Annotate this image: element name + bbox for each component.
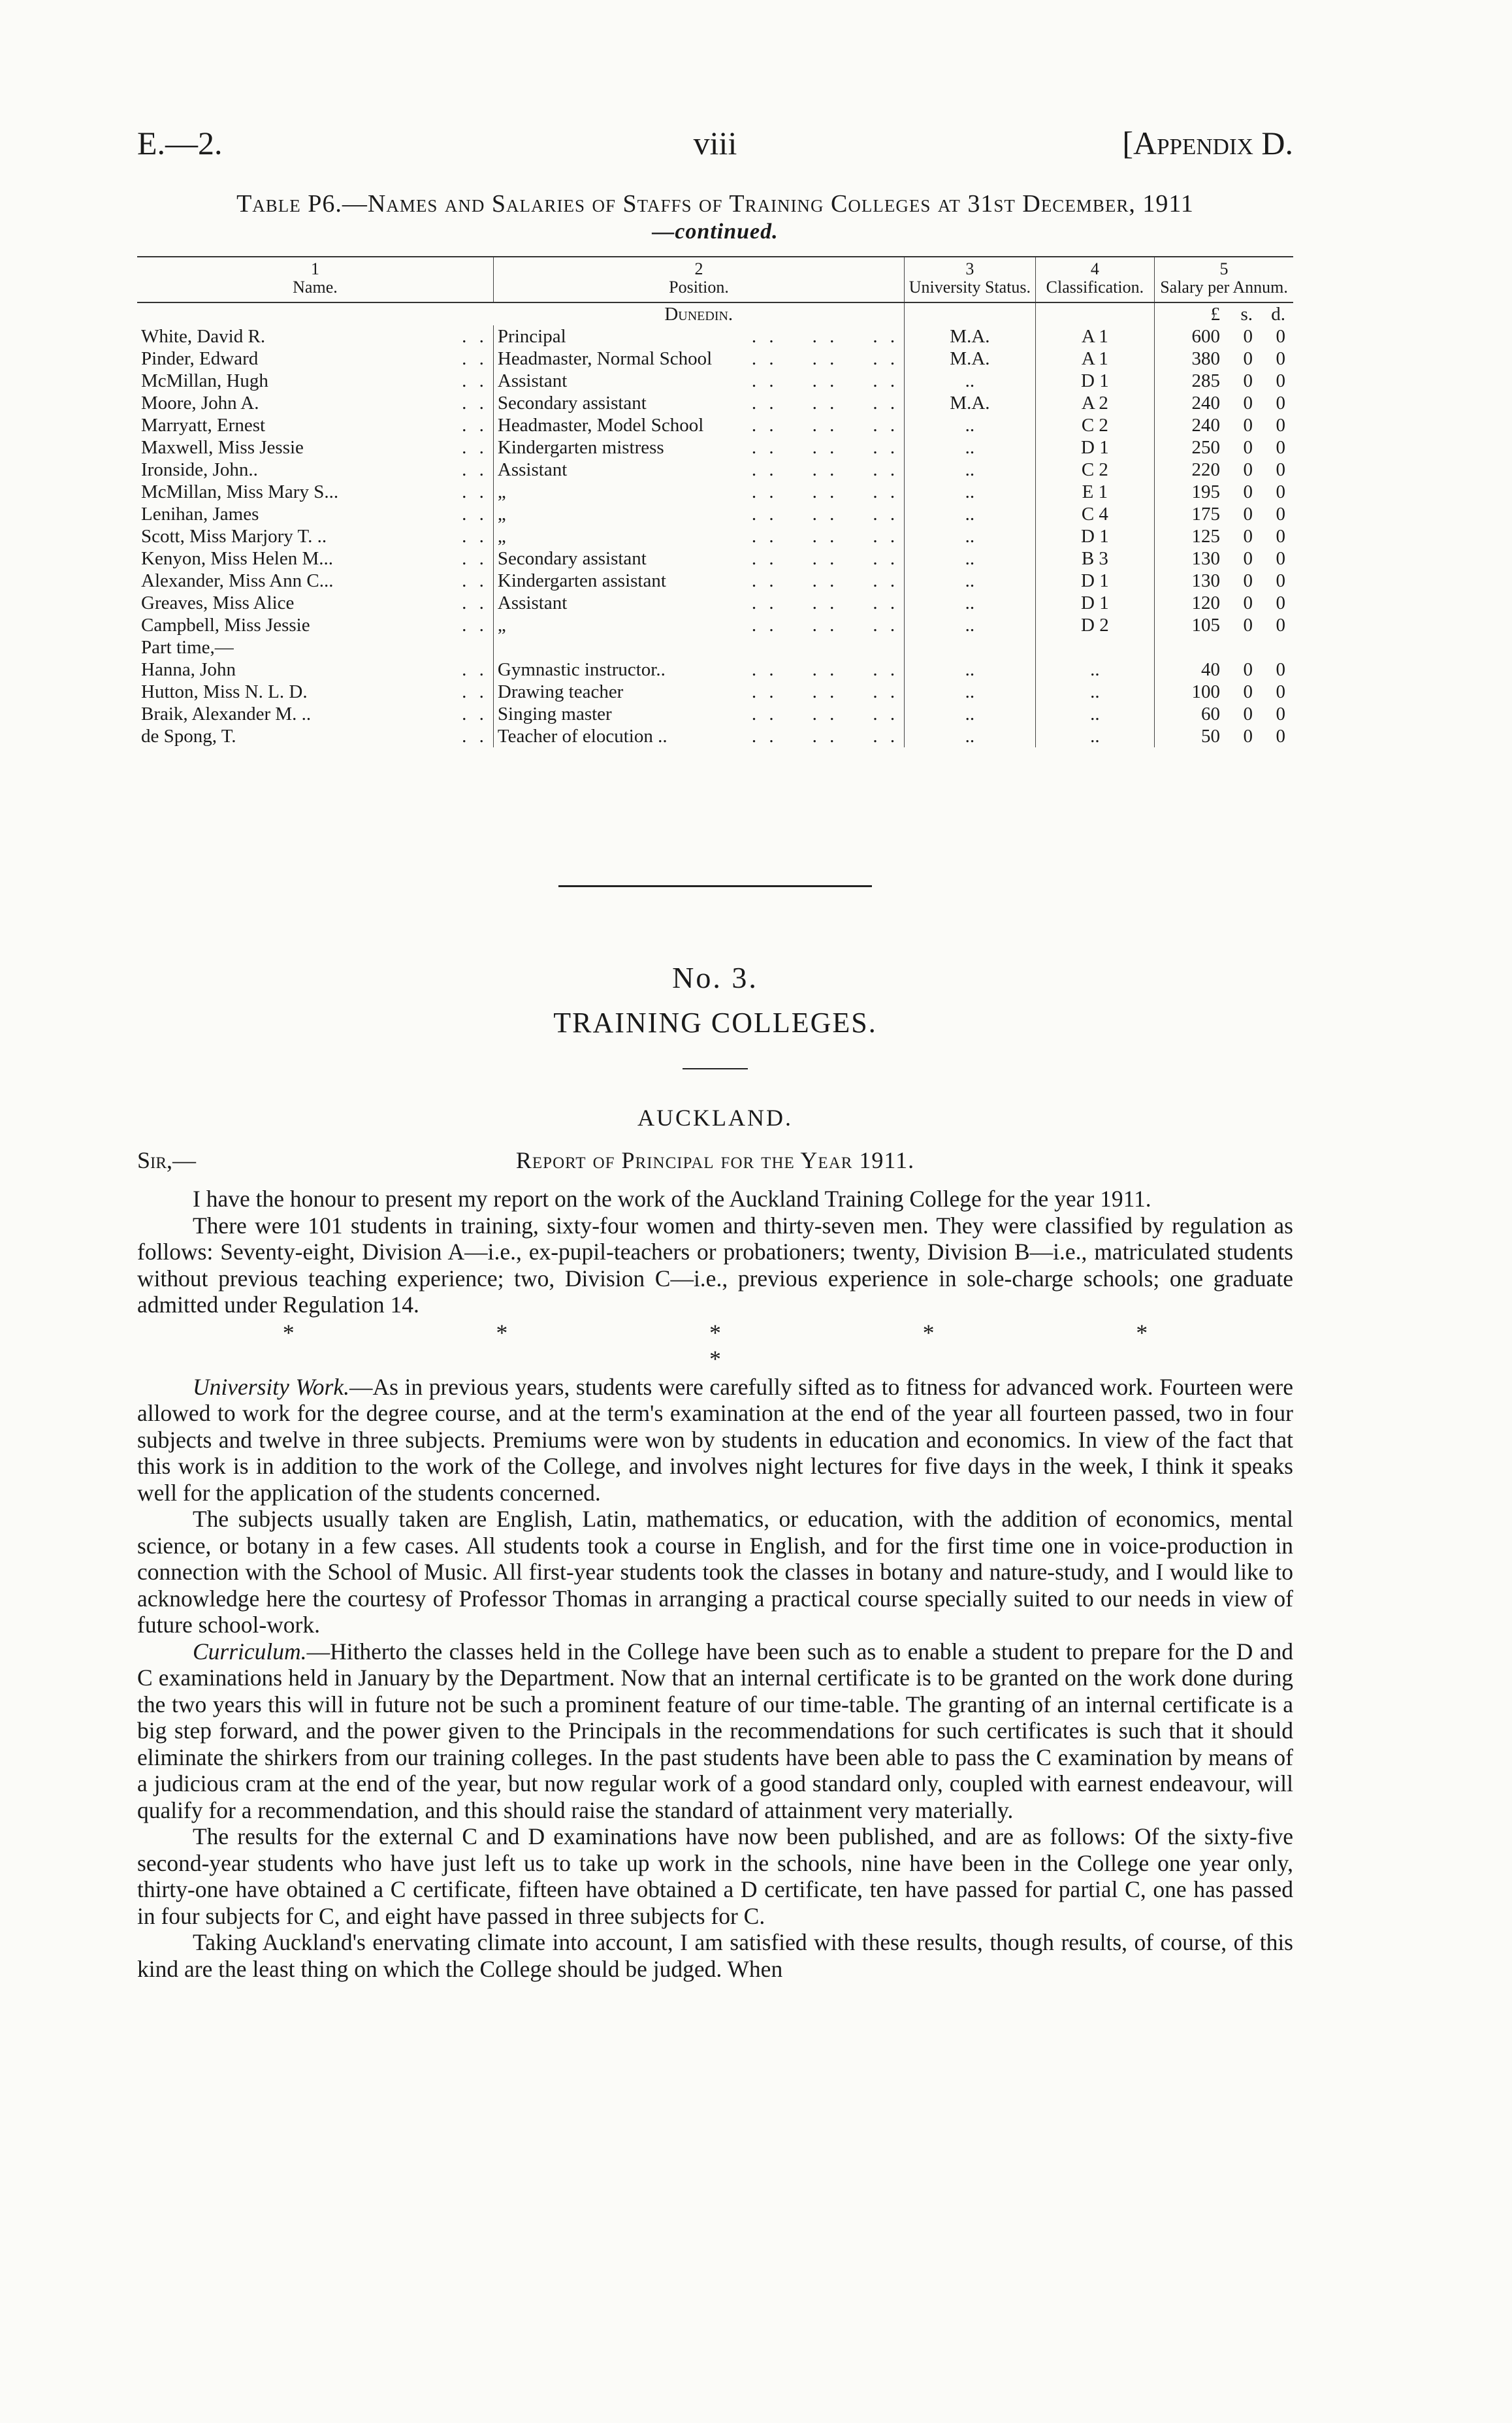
staff-classification: A 1 bbox=[1035, 325, 1154, 348]
staff-name: Marryatt, Ernest . . bbox=[141, 415, 488, 436]
staff-status: M.A. bbox=[905, 325, 1036, 348]
staff-name: Hanna, John . . bbox=[141, 659, 488, 680]
staff-position: Headmaster, Model School . . . . . . bbox=[493, 414, 904, 436]
table-row bbox=[137, 659, 1293, 681]
table-row bbox=[137, 592, 1293, 614]
staff-name: Ironside, John.. . . bbox=[141, 459, 488, 480]
staff-status: .. bbox=[905, 547, 1036, 570]
staff-status: .. bbox=[905, 570, 1036, 592]
staff-classification: D 1 bbox=[1035, 370, 1154, 392]
section-number: No. 3. bbox=[672, 961, 758, 994]
staff-position: „ . . . . . . bbox=[493, 614, 904, 636]
table-title-main: Table P6.—Names and Salaries of Staffs of Training Colleges at 31st December, 1911 bbox=[236, 190, 1194, 218]
staff-status: .. bbox=[905, 459, 1036, 481]
table-row bbox=[137, 325, 1293, 348]
col-header-status: 3 University Status. bbox=[905, 257, 1036, 302]
staff-status: .. bbox=[905, 703, 1036, 725]
staff-salary: 125 0 0 bbox=[1155, 525, 1293, 547]
curriculum-lead: Curriculum. bbox=[193, 1638, 307, 1665]
paragraph-university: University Work.—As in previous years, students were carefully sifted as to fitness for advanced work. Fourteen were allowed to work for the degree course, and at the term's examination at the end of the year all fourteen passed, two in four subjects and twelve in three subjects. Premiums were won by students in education and economics. In view of the fact that this work is in addition to the work of the College, and involves night lectures for five days in the week, I think it speaks well for the application of the students concerned. bbox=[137, 1373, 1294, 1506]
staff-salary: 105 0 0 bbox=[1155, 614, 1293, 636]
staff-classification: A 2 bbox=[1035, 392, 1154, 414]
staff-name: Lenihan, James . . bbox=[141, 504, 488, 525]
staff-salary: 240 0 0 bbox=[1155, 392, 1293, 414]
table-row bbox=[137, 547, 1293, 570]
table-row bbox=[137, 725, 1293, 747]
staff-classification: C 2 bbox=[1035, 414, 1154, 436]
staff-position: Headmaster, Normal School . . . . . . bbox=[493, 348, 904, 370]
staff-classification: D 1 bbox=[1035, 592, 1154, 614]
staff-table-body bbox=[137, 302, 1293, 747]
table-row bbox=[137, 703, 1293, 725]
currency-row: £ s. d. bbox=[1155, 302, 1293, 325]
staff-status: .. bbox=[905, 414, 1036, 436]
staff-salary: 600 0 0 bbox=[1155, 325, 1293, 348]
staff-classification: .. bbox=[1035, 725, 1154, 747]
staff-status: M.A. bbox=[905, 392, 1036, 414]
staff-status: .. bbox=[905, 681, 1036, 703]
staff-name: Kenyon, Miss Helen M... . . bbox=[141, 548, 488, 569]
staff-table bbox=[137, 256, 1293, 747]
staff-classification: .. bbox=[1035, 703, 1154, 725]
table-row bbox=[137, 348, 1293, 370]
table-row bbox=[137, 614, 1293, 636]
staff-salary: 130 0 0 bbox=[1155, 570, 1293, 592]
staff-status: .. bbox=[905, 503, 1036, 525]
staff-name: de Spong, T. . . bbox=[141, 726, 488, 747]
staff-classification: B 3 bbox=[1035, 547, 1154, 570]
table-row bbox=[137, 681, 1293, 703]
staff-position: Kindergarten mistress . . . . . . bbox=[493, 436, 904, 459]
staff-position: Teacher of elocution .. . . . . . . bbox=[493, 725, 904, 747]
staff-name: Campbell, Miss Jessie . . bbox=[141, 615, 488, 636]
table-row bbox=[137, 436, 1293, 459]
report-body bbox=[137, 1186, 1293, 1982]
staff-status: .. bbox=[905, 436, 1036, 459]
staff-salary: 380 0 0 bbox=[1155, 348, 1293, 370]
staff-salary: 285 0 0 bbox=[1155, 370, 1293, 392]
staff-salary: 195 0 0 bbox=[1155, 481, 1293, 503]
staff-position: Kindergarten assistant . . . . . . bbox=[493, 570, 904, 592]
paragraph: The subjects usually taken are English, Latin, mathematics, or education, with the addition of economics, mental science, or botany in a few cases. All students took a course in English, and for the first time one in voice-production in connection with the School of Music. All first-year students took the classes in botany and nature-study, and I would like to acknowledge here the courtesy of Professor Thomas in arranging a practical course specially suited to our needs in view of future school-work. bbox=[137, 1506, 1293, 1638]
separator-rule bbox=[558, 885, 872, 887]
salutation: Sir,— bbox=[137, 1147, 197, 1173]
staff-name: Alexander, Miss Ann C... . . bbox=[141, 570, 488, 591]
staff-classification: A 1 bbox=[1035, 348, 1154, 370]
table-row bbox=[137, 525, 1293, 547]
section-row bbox=[137, 302, 1293, 325]
staff-name: Hutton, Miss N. L. D. . . bbox=[141, 681, 488, 702]
university-lead: University Work. bbox=[193, 1373, 349, 1400]
staff-classification: .. bbox=[1035, 659, 1154, 681]
staff-name: Pinder, Edward . . bbox=[141, 348, 488, 369]
col-header-salary: 5 Salary per Annum. bbox=[1155, 257, 1293, 302]
staff-name: White, David R. . . bbox=[141, 326, 488, 347]
paragraph: The results for the external C and D examinations have now been published, and are as follows: Of the sixty-five second-year students who have just left us to take up work in the schools, nine have been in the College one year only, thirty-one have obtained a C certificate, fifteen have obtained a D certificate, ten have passed for partial C, one has passed in four subjects for C, and eight have passed in three subjects for C. bbox=[137, 1823, 1293, 1929]
table-title bbox=[137, 189, 1293, 244]
paragraph: Taking Auckland's enervating climate into account, I am satisfied with these results, though results, of course, of this kind are the least thing on which the College should be judged. When bbox=[137, 1929, 1293, 1982]
staff-salary: 220 0 0 bbox=[1155, 459, 1293, 481]
staff-classification: C 2 bbox=[1035, 459, 1154, 481]
staff-position: Assistant . . . . . . bbox=[493, 459, 904, 481]
staff-salary: 250 0 0 bbox=[1155, 436, 1293, 459]
table-row bbox=[137, 414, 1293, 436]
staff-salary: 100 0 0 bbox=[1155, 681, 1293, 703]
table-header-row bbox=[137, 257, 1293, 302]
table-row bbox=[137, 392, 1293, 414]
staff-classification: C 4 bbox=[1035, 503, 1154, 525]
staff-position: „ . . . . . . bbox=[493, 503, 904, 525]
report-title: Report of Principal for the Year 1911. bbox=[515, 1147, 915, 1173]
page-ref: E.—2. bbox=[137, 125, 223, 161]
staff-status: .. bbox=[905, 525, 1036, 547]
heading-rule bbox=[683, 1068, 748, 1069]
table-row bbox=[137, 503, 1293, 525]
staff-salary: 130 0 0 bbox=[1155, 547, 1293, 570]
staff-name: Maxwell, Miss Jessie . . bbox=[141, 437, 488, 458]
staff-classification: D 2 bbox=[1035, 614, 1154, 636]
staff-classification: D 1 bbox=[1035, 570, 1154, 592]
subheading: AUCKLAND. bbox=[637, 1105, 793, 1131]
staff-name: Braik, Alexander M. .. . . bbox=[141, 704, 488, 724]
staff-position: Drawing teacher . . . . . . bbox=[493, 681, 904, 703]
part-time-label: Part time,— bbox=[141, 637, 234, 658]
page-header bbox=[137, 124, 1293, 170]
staff-classification: .. bbox=[1035, 681, 1154, 703]
staff-name: Moore, John A. . . bbox=[141, 393, 488, 414]
staff-name: Scott, Miss Marjory T. .. . . bbox=[141, 526, 488, 547]
staff-position: Secondary assistant . . . . . . bbox=[493, 392, 904, 414]
staff-position: Principal . . . . . . bbox=[493, 325, 904, 348]
col-header-classification: 4 Classification. bbox=[1035, 257, 1154, 302]
staff-salary: 50 0 0 bbox=[1155, 725, 1293, 747]
staff-salary: 60 0 0 bbox=[1155, 703, 1293, 725]
page-number: viii bbox=[693, 125, 737, 161]
col-header-position: 2 Position. bbox=[493, 257, 904, 302]
staff-position: Assistant . . . . . . bbox=[493, 592, 904, 614]
table-row bbox=[137, 481, 1293, 503]
staff-position: „ . . . . . . bbox=[493, 525, 904, 547]
staff-position: „ . . . . . . bbox=[493, 481, 904, 503]
staff-status: .. bbox=[905, 481, 1036, 503]
section-break-stars: * * * * * * bbox=[282, 1319, 1246, 1372]
paragraph: I have the honour to present my report on the work of the Auckland Training College for the year 1911. bbox=[193, 1186, 1151, 1212]
table-row bbox=[137, 570, 1293, 592]
staff-name: Greaves, Miss Alice . . bbox=[141, 593, 488, 613]
staff-name: McMillan, Hugh . . bbox=[141, 370, 488, 391]
table-row bbox=[137, 370, 1293, 392]
paragraph: There were 101 students in training, sixty-four women and thirty-seven men. They were classified by regulation as follows: Seventy-eight, Division A—i.e., ex-pupil-teachers or probationers; twenty, Division B—i.e., matriculated students without previous teaching experience; two, Division C—i.e., previous experience in sole-charge schools; one graduate admitted under Regulation 14. bbox=[137, 1212, 1293, 1318]
part-time-row bbox=[137, 636, 1293, 659]
staff-status: .. bbox=[905, 614, 1036, 636]
staff-position: Gymnastic instructor.. . . . . . . bbox=[493, 659, 904, 681]
staff-classification: D 1 bbox=[1035, 525, 1154, 547]
staff-salary: 120 0 0 bbox=[1155, 592, 1293, 614]
table-title-continued: —continued. bbox=[652, 220, 779, 244]
table-row bbox=[137, 459, 1293, 481]
staff-status: M.A. bbox=[905, 348, 1036, 370]
staff-status: .. bbox=[905, 592, 1036, 614]
section-heading: TRAINING COLLEGES. bbox=[553, 1007, 877, 1039]
staff-salary: 40 0 0 bbox=[1155, 659, 1293, 681]
staff-status: .. bbox=[905, 659, 1036, 681]
staff-position: Secondary assistant . . . . . . bbox=[493, 547, 904, 570]
staff-status: .. bbox=[905, 370, 1036, 392]
staff-salary: 175 0 0 bbox=[1155, 503, 1293, 525]
staff-classification: D 1 bbox=[1035, 436, 1154, 459]
staff-salary: 240 0 0 bbox=[1155, 414, 1293, 436]
section-label: Dunedin. bbox=[664, 304, 733, 325]
appendix-label: [Appendix D. bbox=[1122, 125, 1293, 161]
staff-position: Singing master . . . . . . bbox=[493, 703, 904, 725]
staff-status: .. bbox=[905, 725, 1036, 747]
paragraph-curriculum: Curriculum.—Hitherto the classes held in the College have been such as to enable a student to prepare for the D and C examinations held in January by the Department. Now that an internal certificate is to be granted on the work done during the two years this will in future not be such a prominent feature of our time-table. The granting of an internal certificate is a big step forward, and the power given to the Principals in the recommendations for such certificates is such that it should eliminate the shirkers from our training colleges. In the past students have been able to pass the C examination by means of a judicious cram at the end of the year, but now regular work of a good standard only, coupled with earnest endeavour, will qualify for a recommendation, and this should raise the standard of attainment very materially. bbox=[137, 1638, 1293, 1823]
col-header-name: 1 Name. bbox=[137, 257, 493, 302]
staff-position: Assistant . . . . . . bbox=[493, 370, 904, 392]
staff-classification: E 1 bbox=[1035, 481, 1154, 503]
staff-name: McMillan, Miss Mary S... . . bbox=[141, 481, 488, 502]
